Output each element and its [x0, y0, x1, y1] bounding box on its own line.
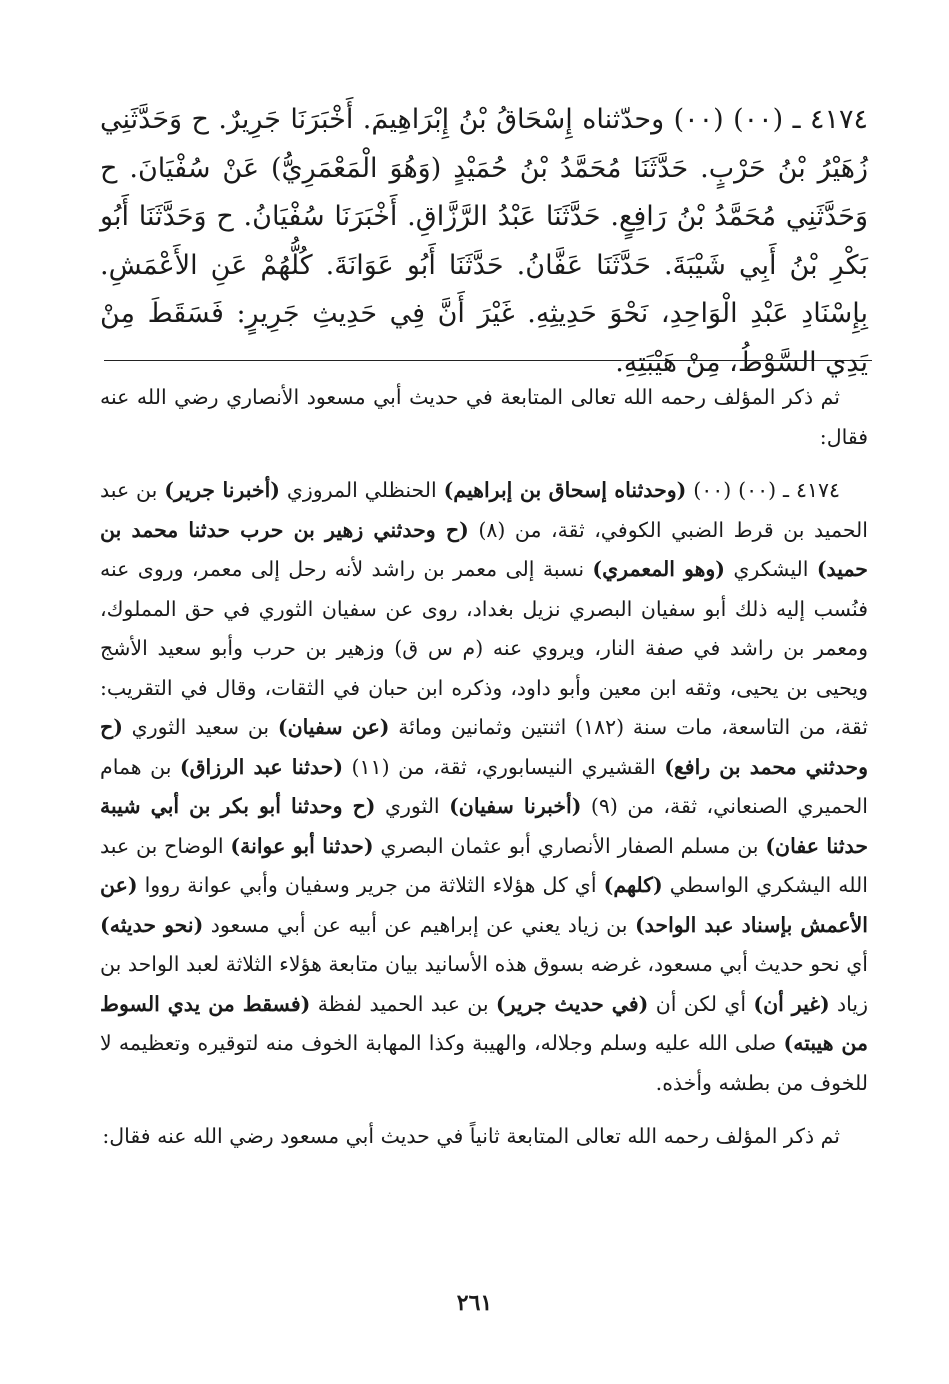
commentary-text: أي كل هؤلاء الثلاثة من جرير وسفيان وأبي عوانة رووا	[137, 873, 604, 897]
commentary-main	[100, 471, 868, 1103]
commentary-text: ٤١٧٤ ـ (٠٠) (٠٠)	[686, 478, 840, 502]
commentary-text: بن همام الحميري الصنعاني، ثقة، من (٩)	[100, 754, 868, 818]
quoted-matn-text: (أخبرنا جرير)	[164, 478, 280, 502]
commentary-text: بن عبد الحميد بن قرط الضبي الكوفي، ثقة، من (٨)	[100, 478, 868, 542]
commentary-intro: ثم ذكر المؤلف رحمه الله تعالى المتابعة في حديث أبي مسعود الأنصاري رضي الله عنه فقال:	[100, 385, 868, 449]
commentary-text: الوضاح بن عبد الله اليشكري الواسطي	[100, 833, 868, 897]
page-number: ٢٦١	[456, 1290, 493, 1316]
quoted-matn-text: (كلهم)	[603, 873, 663, 897]
commentary-text: الثوري	[375, 794, 450, 818]
commentary-text: نسبة إلى معمر بن راشد لأنه رحل إلى معمر، وروى عنه فنُسب إليه ذلك أبو سفيان البصري نزيل بغداد، روى عن سفيان الثوري في حق المملوك، ومعمر بن راشد في صفة النار، ويروي عنه (م س ق) وزهير بن حرب وأبو سعيد الأشج ويحيى بن يحيى، وثقه ابن معين وأبو داود، وذكره ابن حبان في الثقات، وقال في التقريب: ثقة، من التاسعة، مات سنة (١٨٢) اثنتين وثمانين ومائة	[100, 557, 868, 739]
quoted-matn-text: (عن سفيان)	[277, 715, 390, 739]
quoted-matn-text: (فسقط من يدي السوط من هيبته)	[100, 991, 868, 1055]
commentary-text: بن عبد الحميد لفظة	[310, 991, 496, 1016]
commentary-text: أي لكن أن	[648, 991, 754, 1016]
commentary-text: صلى الله عليه وسلم وجلاله، والهيبة وكذا المهابة الخوف منه لتوقيره وتعظيمه لا للخوف من بطشه وأخذه.	[100, 1031, 868, 1095]
commentary-block	[100, 378, 868, 1157]
hadith-text: ٤١٧٤ ـ (٠٠) (٠٠) وحدّثناه إِسْحَاقُ بْنُ إِبْرَاهِيمَ. أَخْبَرَنَا جَرِيرٌ. ح وَحَدَّثَنِي زُهَيْرُ بْنُ حَرْبٍ. حَدَّثَنَا مُحَمَّدُ بْنُ حُمَيْدٍ (وَهُوَ الْمَعْمَرِيُّ) عَنْ سُفْيَانَ. ح وَحَدَّثَنِي مُحَمَّدُ بْنُ رَافِعٍ. حَدَّثَنَا عَبْدُ الرَّزَّاقِ. أَخْبَرَنَا سُفْيَانُ. ح وَحَدَّثَنَا أَبُو بَكْرِ بْنُ أَبِي شَيْبَةَ. حَدَّثَنَا عَفَّانُ. حَدَّثَنَا أَبُو عَوَانَةَ. كُلُّهُمْ عَنِ الأَعْمَشِ. بِإِسْنَادِ عَبْدِ الْوَاحِدِ، نَحْوَ حَدِيثِهِ. غَيْرَ أَنَّ فِي حَدِيثِ جَرِيرٍ: فَسَقَطَ مِنْ يَدِي السَّوْطُ، مِنْ هَيْبَتِهِ.	[100, 104, 868, 378]
hadith-text-block	[100, 96, 868, 387]
commentary-text: اليشكري	[724, 557, 817, 581]
commentary-text: أي نحو حديث أبي مسعود، غرضه بسوق هذه الأسانيد بيان متابعة هؤلاء الثلاثة لعبد الواحد بن زياد	[100, 952, 869, 1016]
commentary-text: بن زياد يعني عن إبراهيم عن أبيه عن أبي مسعود	[203, 912, 635, 937]
quoted-matn-text: (عن الأعمش بإسناد عبد الواحد)	[100, 873, 869, 937]
commentary-outro: ثم ذكر المؤلف رحمه الله تعالى المتابعة ثانياً في حديث أبي مسعود رضي الله عنه فقال:	[102, 1124, 840, 1148]
quoted-matn-text: (نحو حديثه)	[100, 912, 204, 937]
quoted-matn-text: (وحدثناه إسحاق بن إبراهيم)	[443, 478, 687, 502]
footnote-divider	[104, 360, 872, 361]
quoted-matn-text: (حدثنا أبو عوانة)	[230, 833, 374, 858]
quoted-matn-text: (حدثنا عبد الرزاق)	[179, 754, 344, 779]
quoted-matn-text: (وهو المعمري)	[592, 557, 725, 581]
quoted-matn-text: (غير أن)	[753, 991, 830, 1016]
quoted-matn-text: (ح وحدثنا أبو بكر بن أبي شيبة حدثنا عفان)	[100, 794, 868, 858]
commentary-text: الحنظلي المروزي	[279, 478, 444, 502]
quoted-matn-text: (ح وحدثني زهير بن حرب حدثنا محمد بن حميد)	[100, 517, 868, 581]
commentary-text: القشيري النيسابوري، ثقة، من (١١)	[343, 754, 665, 779]
quoted-matn-text: (في حديث جرير)	[495, 991, 649, 1016]
quoted-matn-text: (ح وحدثني محمد بن رافع)	[100, 715, 868, 779]
quoted-matn-text: (أخبرنا سفيان)	[449, 794, 582, 818]
commentary-text: بن مسلم الصفار الأنصاري أبو عثمان البصري	[373, 833, 766, 858]
commentary-text: بن سعيد الثوري	[122, 715, 278, 739]
